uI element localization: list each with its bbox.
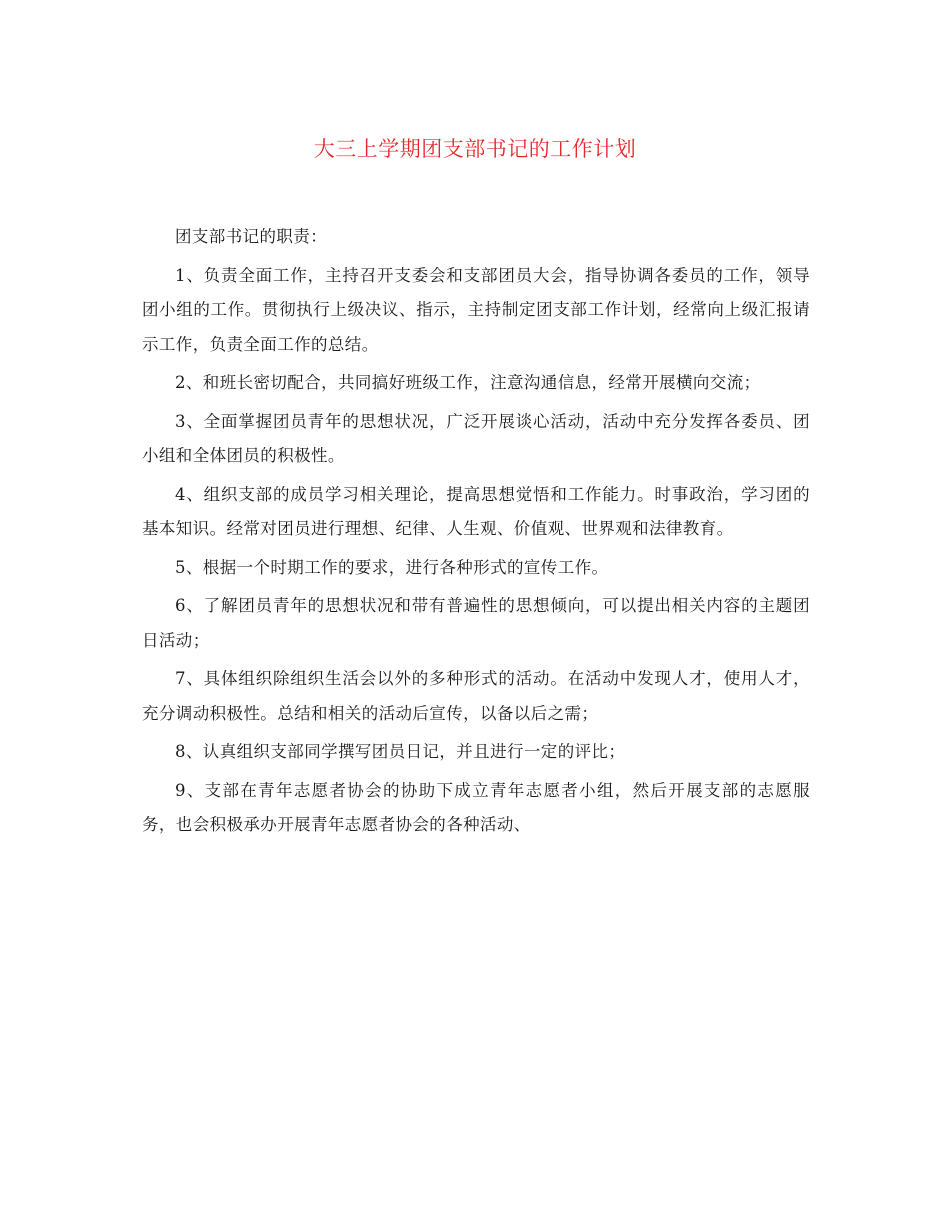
- paragraph-item-7: 7、具体组织除组织生活会以外的多种形式的活动。在活动中发现人才，使用人才，充分调动积极性。总结和相关的活动后宣传，以备以后之需；: [142, 669, 810, 723]
- paragraph-item-9: 9、支部在青年志愿者协会的协助下成立青年志愿者小组，然后开展支部的志愿服务，也会积极承办开展青年志愿者协会的各种活动、: [142, 780, 810, 834]
- paragraph-item-2: 2、和班长密切配合，共同搞好班级工作，注意沟通信息，经常开展横向交流；: [175, 373, 761, 392]
- paragraph-item-5: 5、根据一个时期工作的要求，进行各种形式的宣传工作。: [175, 557, 609, 577]
- paragraph-duties-heading: 团支部书记的职责：: [175, 227, 328, 246]
- paragraph-item-1: 1、负责全面工作，主持召开支委会和支部团员大会，指导协调各委员的工作，领导团小组的工作。贯彻执行上级决议、指示，主持制定团支部工作计划，经常向上级汇报请示工作，负责全面工作的总结。: [142, 265, 810, 354]
- document-title: 大三上学期团支部书记的工作计划: [313, 137, 637, 161]
- paragraph-item-8: 8、认真组织支部同学撰写团员日记，并且进行一定的评比；: [175, 742, 626, 761]
- document-body: [142, 220, 810, 847]
- paragraph-item-4: 4、组织支部的成员学习相关理论，提高思想觉悟和工作能力。时事政治，学习团的基本知识。经常对团员进行理想、纪律、人生观、价值观、世界观和法律教育。: [142, 484, 810, 538]
- paragraph-item-3: 3、全面掌握团员青年的思想状况，广泛开展谈心活动，活动中充分发挥各委员、团小组和全体团员的积极性。: [142, 411, 810, 465]
- paragraph-item-6: 6、了解团员青年的思想状况和带有普遍性的思想倾向，可以提出相关内容的主题团日活动；: [142, 596, 810, 650]
